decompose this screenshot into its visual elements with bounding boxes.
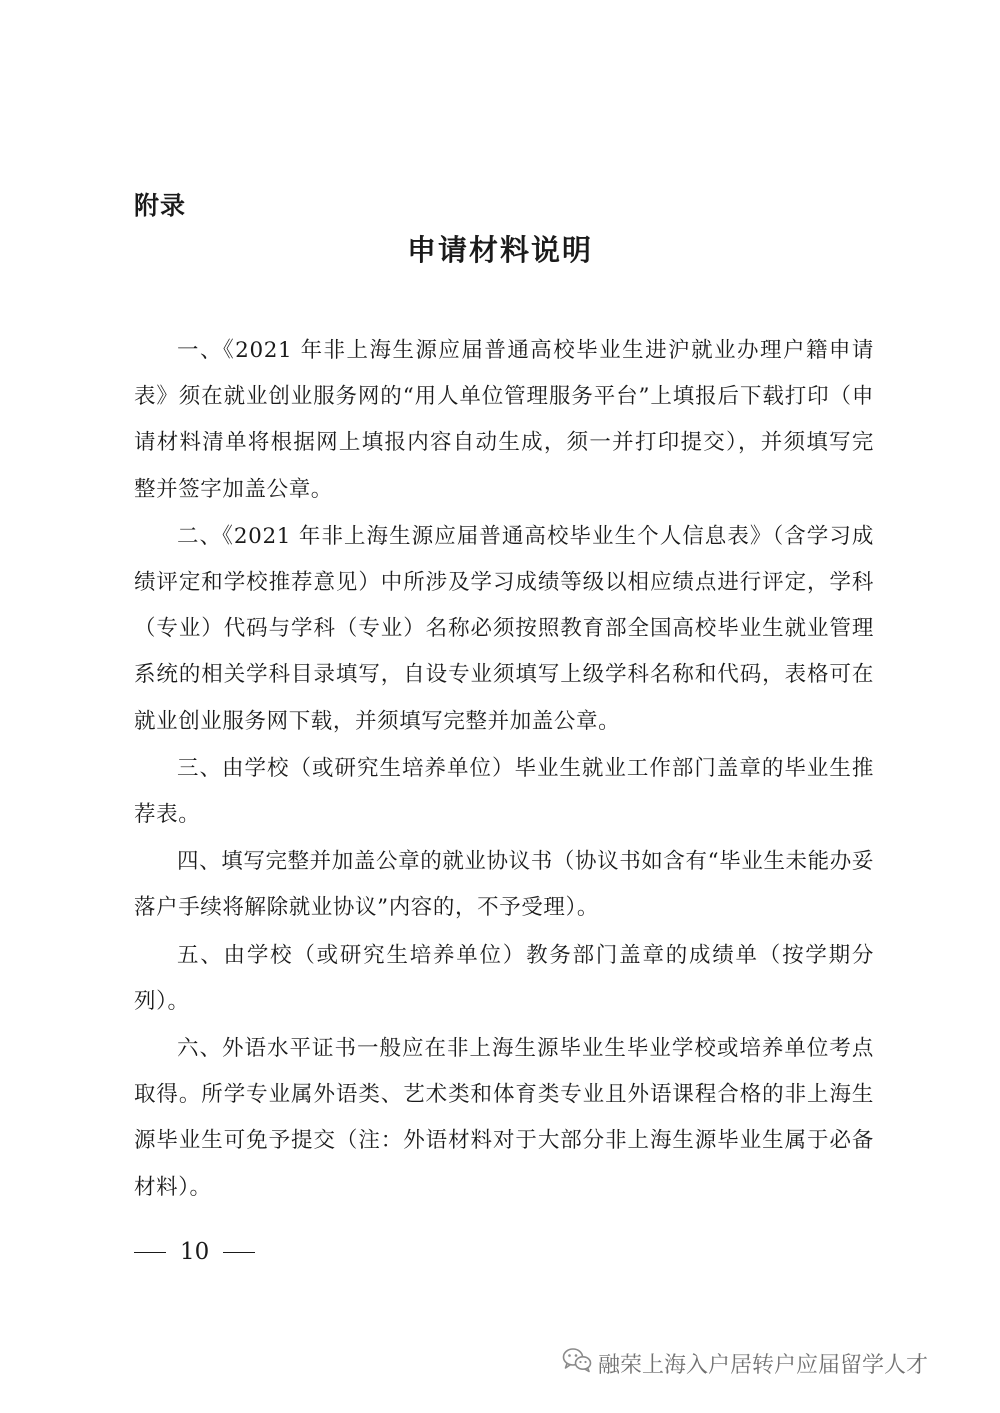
paragraph-5: 五、由学校（或研究生培养单位）教务部门盖章的成绩单（按学期分列）。	[134, 942, 874, 1014]
appendix-label: 附录	[134, 191, 187, 220]
page-number	[134, 1238, 255, 1265]
paragraph-4: 四、填写完整并加盖公章的就业协议书（协议书如含有“毕业生未能办妥落户手续将解除就业协议”内容的，不予受理）。	[134, 849, 874, 921]
paragraph-1: 一、《2021 年非上海生源应届普通高校毕业生进沪就业办理户籍申请表》须在就业创业服务网的“用人单位管理服务平台”上填报后下载打印（申请材料清单将根据网上填报内容自动生成，须一并打印提交），并须填写完整并签字加盖公章。	[134, 338, 874, 502]
page-number-right-dash	[223, 1252, 255, 1253]
wechat-icon	[562, 1347, 598, 1379]
page-number-left-dash	[134, 1252, 166, 1253]
paragraph-2: 二、《2021 年非上海生源应届普通高校毕业生个人信息表》（含学习成绩评定和学校推荐意见）中所涉及学习成绩等级以相应绩点进行评定，学科（专业）代码与学科（专业）名称必须按照教育部全国高校毕业生就业管理系统的相关学科目录填写，自设专业须填写上级学科名称和代码，表格可在就业创业服务网下载，并须填写完整并加盖公章。	[134, 523, 874, 734]
watermark-text: 融荣上海入户居转户应届留学人才	[598, 1352, 929, 1378]
document-title: 申请材料说明	[406, 233, 593, 267]
page-number-value: 10	[180, 1239, 210, 1265]
document-body	[134, 328, 874, 1212]
watermark	[562, 1347, 928, 1379]
paragraph-6: 六、外语水平证书一般应在非上海生源毕业生毕业学校或培养单位考点取得。所学专业属外语类、艺术类和体育类专业且外语课程合格的非上海生源毕业生可免予提交（注：外语材料对于大部分非上海生源毕业生属于必备材料）。	[134, 1036, 874, 1200]
paragraph-3: 三、由学校（或研究生培养单位）毕业生就业工作部门盖章的毕业生推荐表。	[134, 755, 874, 828]
